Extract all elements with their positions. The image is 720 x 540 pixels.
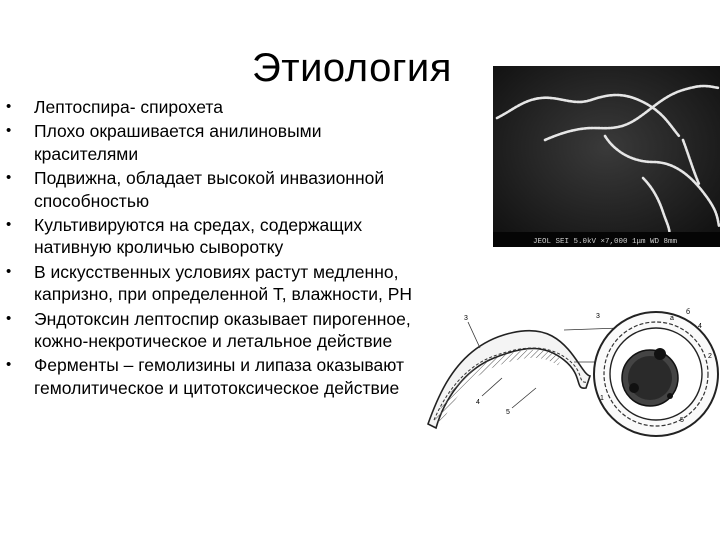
diagram-label: 5 [680, 417, 684, 424]
bullet-item [0, 96, 420, 118]
bullet-text: Культивируются на средах, содержащих нативную кроличью сыворотку [34, 215, 363, 258]
bullet-item [0, 354, 420, 399]
diagram-label: 4 [698, 323, 702, 330]
bullet-marker: • [6, 216, 12, 234]
cross-section [594, 308, 718, 436]
bullet-marker: • [6, 122, 12, 140]
diagram-label: 3 [596, 313, 600, 320]
bullet-item [0, 308, 420, 353]
bullet-marker: • [6, 262, 12, 280]
bullet-marker: • [6, 356, 12, 374]
diagram-label: а [670, 315, 674, 322]
bullet-text: Подвижна, обладает высокой инвазионной способностью [34, 168, 385, 211]
bullet-list [0, 96, 420, 401]
bullet-item [0, 167, 420, 212]
diagram-label: 5 [506, 409, 510, 416]
bullet-text: Ферменты – гемолизины и липаза оказывают гемолитическое и цитотоксическое действие [34, 355, 405, 398]
leptospira-structure-diagram [424, 300, 720, 446]
bullet-item [0, 261, 420, 306]
leptospira-micrograph [493, 66, 720, 247]
diagram-label: 4 [476, 399, 480, 406]
micrograph-caption: JEOL SEI 5.0kV ×7,000 1μm WD 8mm [533, 238, 678, 246]
bullet-text: Лептоспира- спирохета [34, 97, 223, 117]
slide-title: Этиология [252, 46, 452, 90]
bullet-marker: • [6, 309, 12, 327]
bullet-item [0, 120, 420, 165]
bullet-text: Эндотоксин лептоспир оказывает пирогенное, кожно-некротическое и летальное действие [34, 308, 411, 352]
bullet-item [0, 214, 420, 259]
diagram-label: 1 [600, 395, 604, 402]
bullet-text: В искусственных условиях растут медленно, капризно, при определенной Т, влажности, РН [34, 261, 413, 305]
diagram-label: 3 [464, 315, 468, 322]
bullet-text: Плохо окрашивается анилиновыми красителями [34, 121, 322, 164]
diagram-label: 2 [708, 353, 712, 360]
diagram-label: б [686, 309, 691, 316]
bullet-marker: • [6, 98, 12, 115]
bullet-marker: • [6, 169, 12, 187]
